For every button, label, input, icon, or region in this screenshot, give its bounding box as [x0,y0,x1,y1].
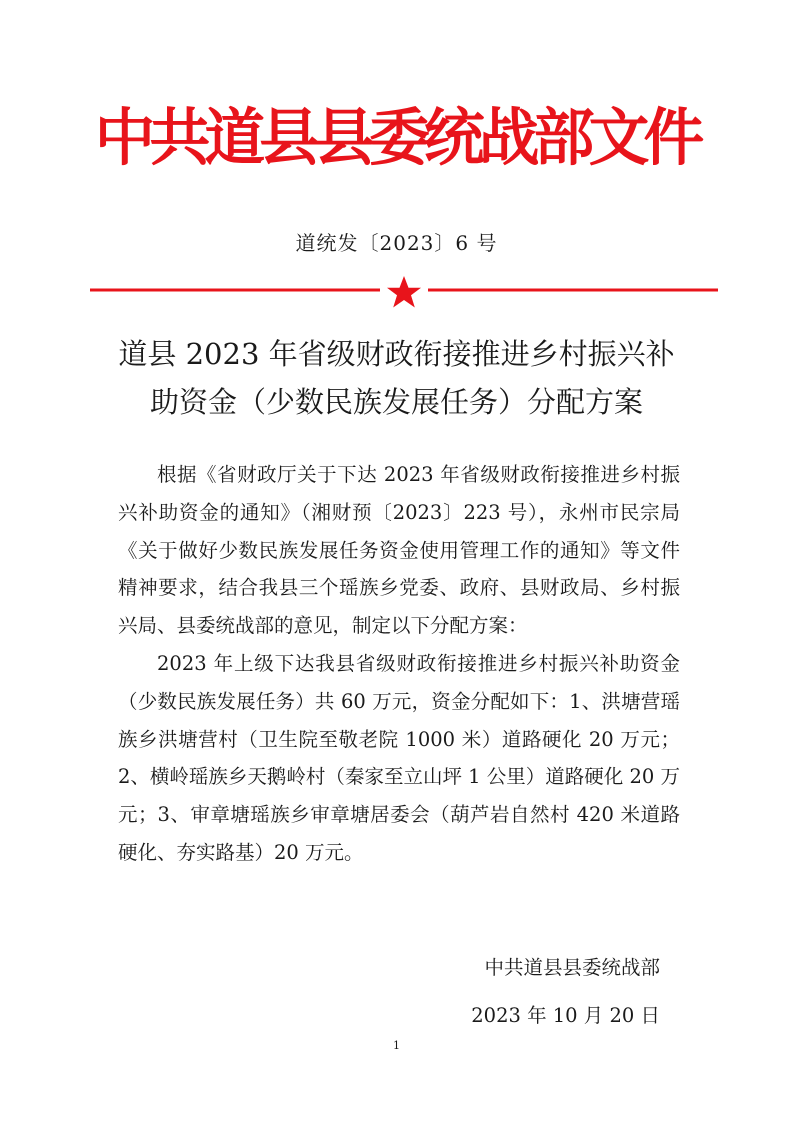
signature-organization: 中共道县县委统战部 [484,956,660,979]
red-divider [90,276,718,310]
title-line-1: 道县 2023 年省级财政衔接推进乡村振兴补 [118,337,675,371]
document-title [110,330,683,426]
signature-block [471,944,660,1040]
title-line-2: 助资金（少数民族发展任务）分配方案 [149,385,643,419]
masthead-title: 中共道县县委统战部文件 [94,101,699,174]
body-paragraph-2: 2023 年上级下达我县省级财政衔接推进乡村振兴补助资金（少数民族发展任务）共 60 万元，资金分配如下：1、洪塘营瑶族乡洪塘营村（卫生院至敬老院 1000 米）道路硬化 20 万元；2、横岭瑶族乡天鹅岭村（秦家至立山坪 1 公里）道路硬化 20 万元；3、审章塘瑶族乡审章塘居委会（葫芦岩自然村 420 米道路硬化、夯实路基）20 万元。 [118,651,680,864]
page-number: 1 [393,1039,400,1052]
red-star-icon [387,276,421,308]
document-body [118,456,680,872]
document-number: 道统发〔2023〕6 号 [295,231,498,255]
body-paragraph-1: 根据《省财政厅关于下达 2023 年省级财政衔接推进乡村振兴补助资金的通知》（湘财预〔2023〕223 号），永州市民宗局《关于做好少数民族发展任务资金使用管理工作的通知》等文件精神要求，结合我县三个瑶族乡党委、政府、县财政局、乡村振兴局、县委统战部的意见，制定以下分配方案： [118,463,680,638]
signature-date: 2023 年 10 月 20 日 [471,1004,660,1027]
